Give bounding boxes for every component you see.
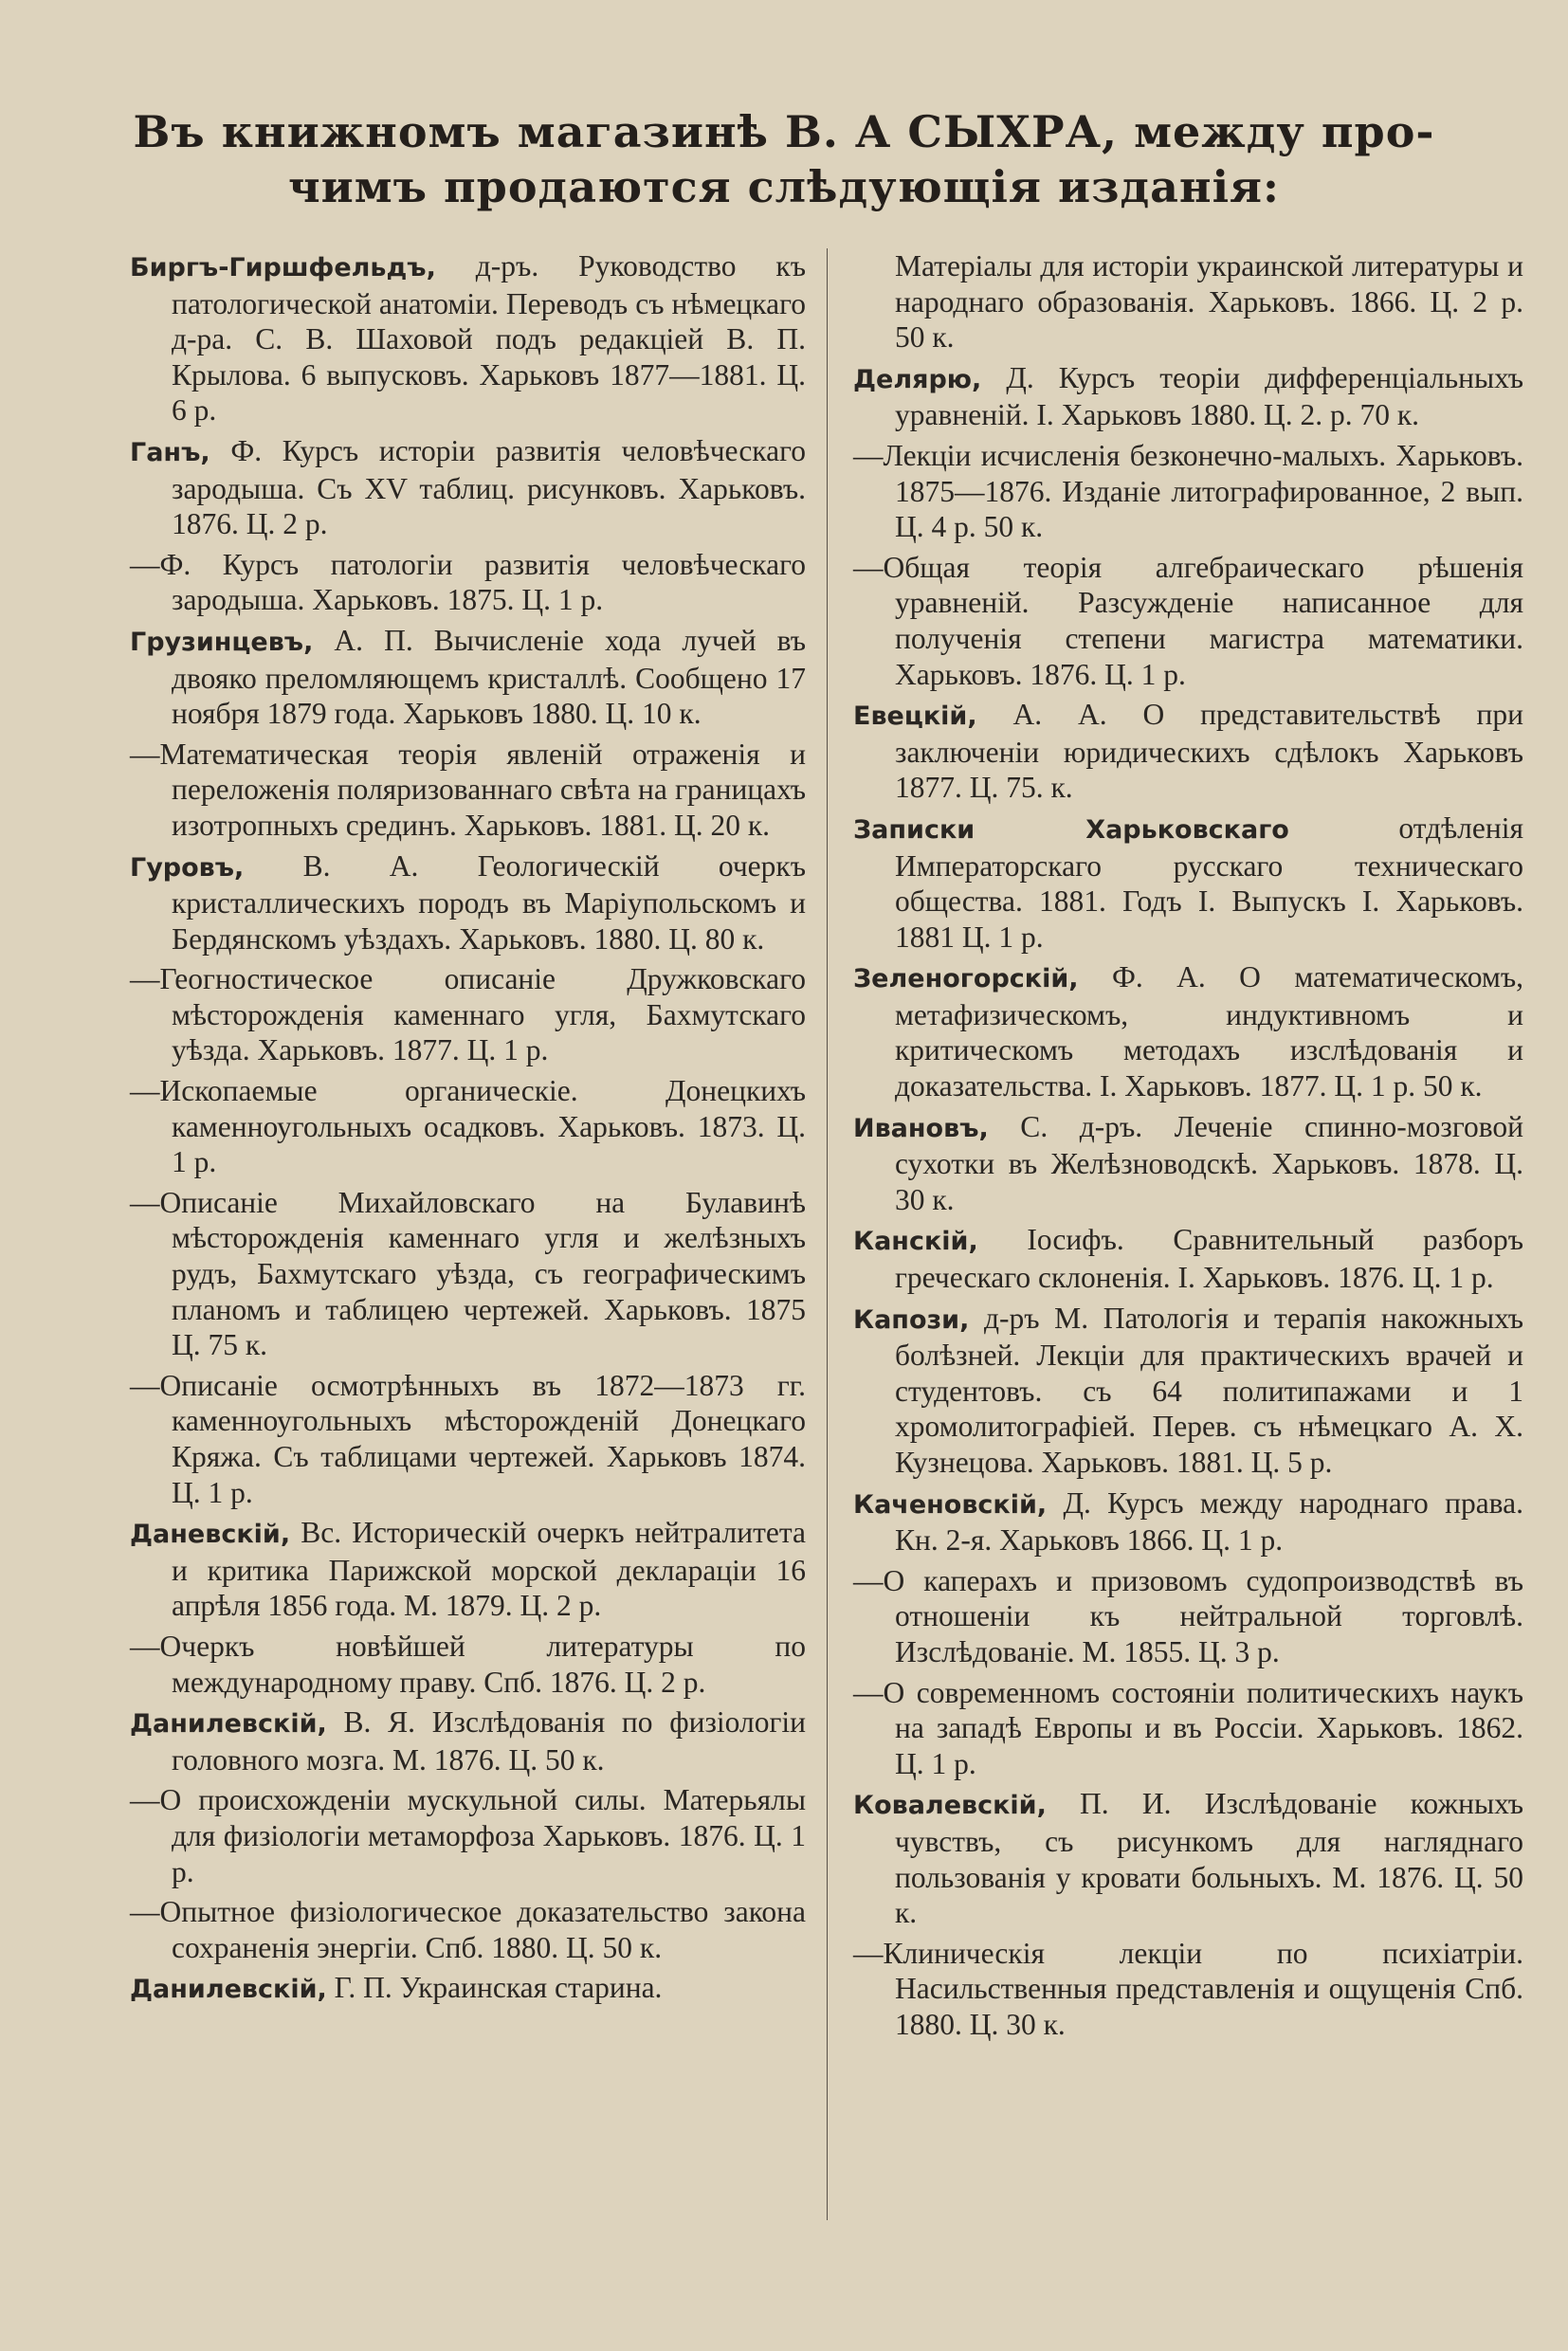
entry-author: Канскій,	[853, 1227, 978, 1257]
entry-author: Ивановъ,	[853, 1113, 989, 1143]
catalog-entry	[853, 248, 1523, 355]
entry-text: —О каперахъ и призовомъ судопроизводствѣ въ отношеніи къ нейтральной торговлѣ. Изслѣдованіе. М. 1855. Ц. 3 р.	[853, 1563, 1523, 1668]
entry-author: Зеленогорскій,	[853, 964, 1079, 994]
entry-text: Д. Курсъ между народнаго права. Кн. 2-я. Харьковъ 1866. Ц. 1 р.	[895, 1485, 1523, 1558]
catalog-entry	[853, 1301, 1523, 1481]
entry-author: Евецкій,	[853, 702, 977, 732]
right-column	[853, 248, 1523, 2048]
entry-author: Гуровъ,	[130, 852, 245, 883]
catalog-entry	[853, 1675, 1523, 1782]
entry-text: Вс. Историческій очеркъ нейтралитета и критика Парижской морской декларацiи 16 апрѣля 1856 года. М. 1879. Ц. 2 р.	[172, 1516, 806, 1623]
entry-author: Капози,	[853, 1304, 970, 1335]
column-divider	[827, 248, 828, 2220]
entry-text: —Ископаемые органическіе. Донецкихъ каменноугольныхъ осадковъ. Харьковъ. 1873. Ц. 1 р.	[130, 1074, 806, 1179]
catalog-entry	[130, 737, 806, 844]
entry-text: В. А. Геологическій очеркъ кристаллическихъ породъ въ Маріупольскомъ и Бердянскомъ уѣздахъ. Харьковъ. 1880. Ц. 80 к.	[172, 848, 806, 956]
entry-author: Записки Харьковскаго	[853, 814, 1289, 845]
catalog-entry	[130, 433, 806, 542]
catalog-entry	[130, 1629, 806, 1700]
entry-author: Данилевскій,	[130, 1975, 327, 2005]
catalog-entry	[853, 697, 1523, 806]
catalog-entry	[130, 1970, 806, 2008]
entry-text: д-ръ. Руководство къ патологической анатоміи. Переводъ съ нѣмецкаго д-ра. С. В. Шаховой подъ редакціей В. П. Крылова. 6 выпусковъ. Харьковъ 1877—1881. Ц. 6 р.	[172, 249, 806, 428]
catalog-entry	[130, 1368, 806, 1510]
catalog-entry	[853, 1786, 1523, 1930]
entry-author: Грузинцевъ,	[130, 627, 314, 657]
entry-text: —О происхожденіи мускульной силы. Матерьялы для физіологіи метаморфоза Харьковъ. 1876. Ц. 1 р.	[130, 1783, 806, 1888]
entry-text: Іосифъ. Сравнительный разборъ греческаго склоненія. I. Харьковъ. 1876. Ц. 1 р.	[895, 1223, 1523, 1295]
catalog-entry	[853, 1109, 1523, 1218]
catalog-entry	[130, 248, 806, 428]
entry-text: —Описаніе Михайловскаго на Булавинѣ мѣсторожденія каменнаго угля и желѣзныхъ рудъ, Бахмутскаго уѣзда, съ географическимъ планомъ и таблицею чертежей. Харьковъ. 1875 Ц. 75 к.	[130, 1185, 806, 1362]
entry-author: Ганъ,	[130, 437, 210, 467]
title-line-1: Въ книжномъ магазинѣ В. А СЫХРА, между про-	[133, 106, 1435, 157]
entry-text: А. А. О представительствѣ при заключеніи юридическихъ сдѣлокъ Харьковъ 1877. Ц. 75. к.	[895, 698, 1523, 805]
catalog-entry	[130, 1515, 806, 1624]
entry-author: Делярю,	[853, 364, 982, 394]
entry-text: Г. П. Украинская старина.	[326, 1971, 663, 2005]
entry-author: Данилевскій,	[130, 1709, 327, 1740]
entry-author: Биргъ-Гиршфельдъ,	[130, 253, 436, 282]
entry-text: П. И. Изслѣдованіе кожныхъ чувствъ, съ рисункомъ для нагляднаго пользованія у кровати больныхъ. М. 1876. Ц. 50 к.	[895, 1787, 1523, 1930]
catalog-entry	[853, 1222, 1523, 1295]
entry-text: —Ф. Курсъ патологіи развитія человѣческаго зародыша. Харьковъ. 1875. Ц. 1 р.	[130, 547, 806, 617]
catalog-entry	[130, 623, 806, 732]
entry-text: —Математическая теорія явленій отраженія и переложенія поляризованнаго свѣта на границахъ изотропныхъ срединъ. Харьковъ. 1881. Ц. 20 к.	[130, 737, 806, 842]
entry-text: —О современномъ состояніи политическихъ наукъ на западѣ Европы и въ Россіи. Харьковъ. 1862. Ц. 1 р.	[853, 1675, 1523, 1780]
catalog-entry	[853, 1485, 1523, 1558]
catalog-entry	[853, 438, 1523, 545]
entry-text: В. Я. Изслѣдованія по физіологіи головного мозга. М. 1876. Ц. 50 к.	[172, 1705, 806, 1777]
catalog-entry	[130, 1782, 806, 1889]
catalog-entry	[853, 550, 1523, 692]
entry-text: —Описаніе осмотрѣнныхъ въ 1872—1873 гг. каменноугольныхъ мѣсторожденій Донецкаго Кряжа. Съ таблицами чертежей. Харьковъ 1874. Ц. 1 р.	[130, 1368, 806, 1509]
entry-text: отдѣленія Императорскаго русскаго техническаго общества. 1881. Годъ I. Выпускъ I. Харьковъ. 1881 Ц. 1 р.	[895, 811, 1523, 954]
entry-text: А. П. Вычисленіе хода лучей въ двояко преломляющемъ кристаллѣ. Сообщено 17 ноября 1879 года. Харьковъ 1880. Ц. 10 к.	[172, 623, 806, 731]
catalog-entry	[130, 547, 806, 618]
catalog-entry	[853, 360, 1523, 433]
entry-text: Ф. Курсъ исторіи развитія человѣческаго зародыша. Съ XV таблиц. рисунковъ. Харьковъ. 1876. Ц. 2 р.	[172, 433, 806, 541]
catalog-entry	[130, 961, 806, 1068]
catalog-entry	[853, 1936, 1523, 2043]
catalog-entry	[130, 1185, 806, 1363]
catalog-entry	[130, 848, 806, 957]
catalog-entry	[130, 1073, 806, 1180]
entry-text: —Общая теорія алгебраическаго рѣшенія уравненій. Разсужденіе написанное для полученія степени магистра математики. Харьковъ. 1876. Ц. 1 р.	[853, 550, 1523, 691]
entry-text: —Лекціи исчисленія безконечно-малыхъ. Харьковъ. 1875—1876. Изданіе литографированное, 2 вып. Ц. 4 р. 50 к.	[853, 438, 1523, 544]
page-title	[0, 104, 1568, 214]
entry-text: —Очеркъ новѣйшей литературы по международному праву. Спб. 1876. Ц. 2 р.	[130, 1629, 806, 1699]
entry-text: Ф. А. О математическомъ, метафизическомъ, индуктивномъ и критическомъ методахъ изслѣдованія и доказательства. I. Харьковъ. 1877. Ц. 1 р. 50 к.	[895, 960, 1523, 1103]
catalog-entry	[130, 1894, 806, 1965]
catalog-entry	[853, 959, 1523, 1103]
entry-text: Д. Курсъ теоріи дифференціальныхъ уравненій. I. Харьковъ 1880. Ц. 2. р. 70 к.	[895, 360, 1523, 432]
entry-text: Матеріалы для исторіи украинской литературы и народнаго образованія. Харьковъ. 1866. Ц. 2 р. 50 к.	[895, 249, 1523, 355]
entry-author: Ковалевскій,	[853, 1791, 1047, 1821]
entry-author: Каченовскій,	[853, 1489, 1048, 1520]
catalog-entry	[853, 811, 1523, 955]
entry-text: —Опытное физіологическое доказательство закона сохраненія энергіи. Спб. 1880. Ц. 50 к.	[130, 1895, 806, 1964]
entry-text: —Геогностическое описаніе Дружковскаго мѣсторожденія каменнаго угля, Бахмутскаго уѣзда. Харьковъ. 1877. Ц. 1 р.	[130, 962, 806, 1067]
left-column	[130, 248, 806, 2013]
title-line-2: чимъ продаются слѣдующія изданія:	[287, 161, 1281, 212]
entry-text: —Клиническія лекціи по психіатріи. Насильственныя представленія и ощущенія Спб. 1880. Ц. 30 к.	[853, 1936, 1523, 2041]
entry-author: Даневскій,	[130, 1520, 291, 1550]
catalog-entry	[130, 1704, 806, 1777]
entry-text: С. д-ръ. Леченіе спинно-мозговой сухотки въ Желѣзноводскѣ. Харьковъ. 1878. Ц. 30 к.	[895, 1109, 1523, 1216]
catalog-entry	[853, 1563, 1523, 1670]
entry-text: д-ръ М. Патологія и терапія накожныхъ болѣзней. Лекціи для практическихъ врачей и студентовъ. съ 64 политипажами и 1 хромолитографіей. Перев. съ нѣмецкаго А. Х. Кузнецова. Харьковъ. 1881. Ц. 5 р.	[895, 1301, 1523, 1479]
